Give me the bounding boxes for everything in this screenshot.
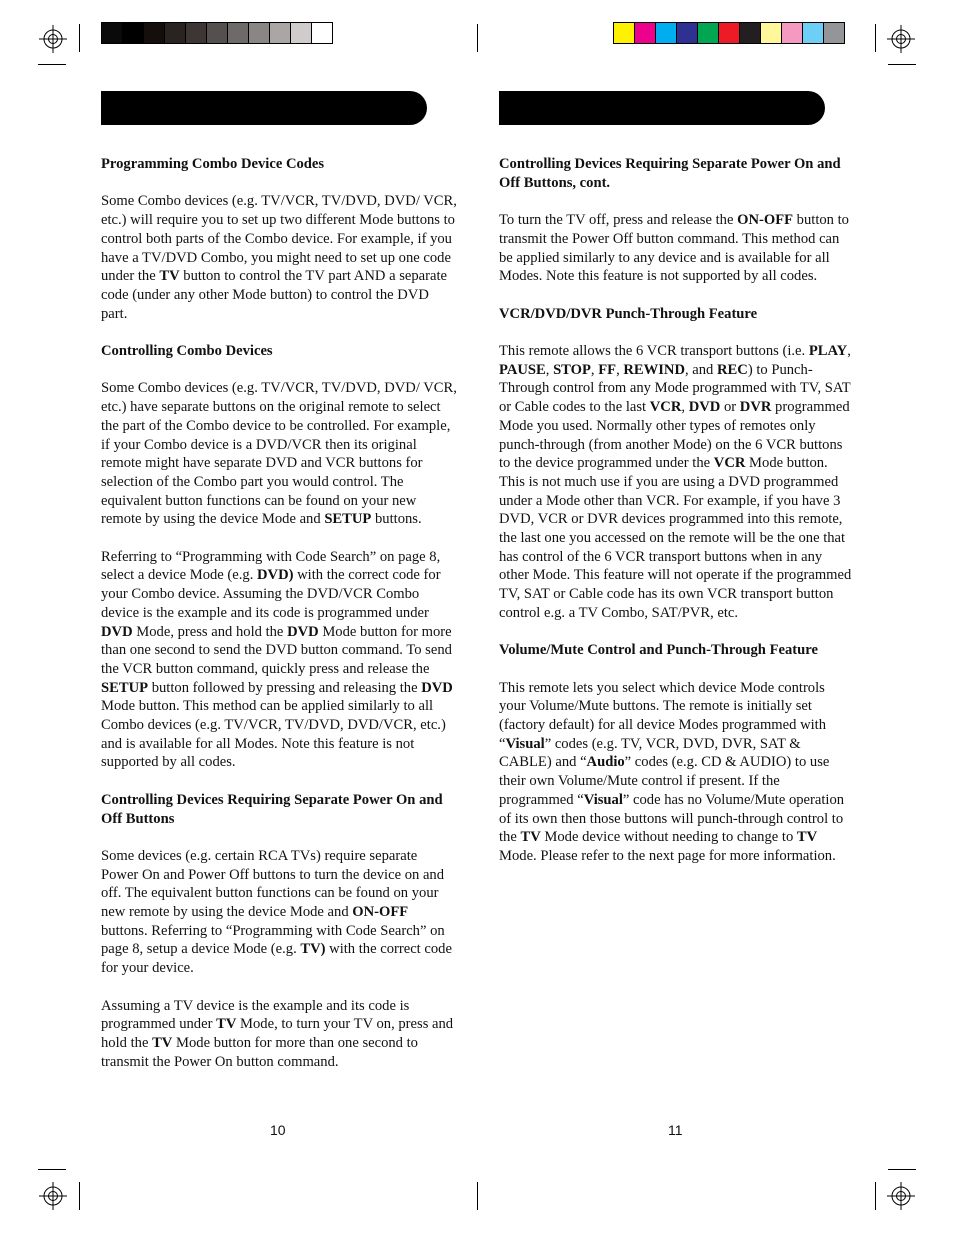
color-swatch xyxy=(270,22,291,44)
crop-mark xyxy=(888,1169,916,1170)
bold-term: TV) xyxy=(300,941,326,958)
crop-mark xyxy=(875,1182,876,1210)
color-swatch xyxy=(207,22,228,44)
color-swatch xyxy=(761,22,782,44)
paragraph: This remote lets you select which device Mode controls your Volume/Mute buttons. The remote is initially set (factory default) for all device Modes programmed with “Visual” codes (e.g. TV, VCR, DVD, DVR, SAT & CABLE) and “Audio” codes (e.g. CD & AUDIO) to use their own Volume/Mute control if present. If the programmed “Visual” code has no Volume/Mute operation of its own then those buttons will punch-through control to the TV Mode device without needing to change to TV Mode. Please refer to the next page for more information. xyxy=(499,679,845,864)
crop-mark xyxy=(79,1182,80,1210)
bold-term: FF xyxy=(598,361,617,378)
bold-term: TV xyxy=(152,1034,173,1051)
header-banner-right xyxy=(499,91,825,125)
bold-term: REC xyxy=(717,361,748,378)
color-swatch xyxy=(123,22,144,44)
bold-term: DVD) xyxy=(257,567,294,584)
bold-term: DVD xyxy=(688,399,721,416)
section-heading: Controlling Combo Devices xyxy=(101,343,273,359)
color-swatch xyxy=(656,22,677,44)
section-heading: Controlling Devices Requiring Separate Power On and Off Buttons xyxy=(101,791,443,827)
color-swatch xyxy=(249,22,270,44)
section-heading: Volume/Mute Control and Punch-Through Feature xyxy=(499,642,818,659)
section-heading: VCR/DVD/DVR Punch-Through Feature xyxy=(499,305,758,322)
header-banner-left xyxy=(101,91,427,125)
color-swatch xyxy=(101,22,123,44)
registration-mark-icon xyxy=(39,1182,67,1210)
crop-mark xyxy=(38,1169,66,1170)
bold-term: TV xyxy=(216,1016,237,1033)
bold-term: DVD xyxy=(421,679,453,696)
crop-mark xyxy=(477,1182,478,1210)
bold-term: Visual xyxy=(505,735,545,752)
bold-term: REWIND xyxy=(623,361,685,378)
section-heading: Controlling Devices Requiring Separate Power On and Off Buttons, cont. xyxy=(499,156,841,191)
paragraph: To turn the TV off, press and release the ON-OFF button to transmit the Power Off button command. This method can be applied similarly to any device and is available for all Modes. Note this feature is not supported by all codes. xyxy=(499,212,849,285)
color-swatch xyxy=(613,22,635,44)
section-heading: Programming Combo Device Codes xyxy=(101,156,325,172)
color-calibration-bar xyxy=(613,22,845,44)
color-swatch xyxy=(291,22,312,44)
bold-term: PAUSE xyxy=(499,361,546,378)
bold-term: TV xyxy=(520,829,541,846)
color-swatch xyxy=(782,22,803,44)
paragraph: Assuming a TV device is the example and its code is programmed under TV Mode, to turn your TV on, press and hold the TV Mode button for more than one second to transmit the Power On button command. xyxy=(101,997,454,1070)
crop-mark xyxy=(875,24,876,52)
crop-mark xyxy=(888,64,916,65)
color-swatch xyxy=(186,22,207,44)
page-number: 11 xyxy=(668,1122,683,1138)
bold-term: ON-OFF xyxy=(737,212,794,229)
bold-term: SETUP xyxy=(324,511,372,528)
registration-mark-icon xyxy=(887,25,915,53)
bold-term: TV xyxy=(796,829,818,846)
grayscale-calibration-bar xyxy=(101,22,333,44)
color-swatch xyxy=(824,22,845,44)
crop-mark xyxy=(38,64,66,65)
color-swatch xyxy=(740,22,761,44)
color-swatch xyxy=(719,22,740,44)
bold-term: DVD xyxy=(101,623,133,640)
bold-term: Audio xyxy=(586,754,625,771)
paragraph: Some Combo devices (e.g. TV/VCR, TV/DVD, DVD/ VCR, etc.) will require you to set up two different Mode buttons to control both parts of the Combo device. For example, if you have a TV/DVD Combo, you might need to set up one code under the TV button to control the TV part AND a separate code (under any other Mode button) to control the DVD part. xyxy=(101,193,457,322)
color-swatch xyxy=(698,22,719,44)
registration-mark-icon xyxy=(39,25,67,53)
bold-term: VCR xyxy=(649,399,682,416)
color-swatch xyxy=(228,22,249,44)
bold-term: ON-OFF xyxy=(352,904,409,921)
bold-term: DVR xyxy=(739,399,772,416)
bold-term: DVD xyxy=(287,623,319,640)
bold-term: TV xyxy=(159,268,180,285)
bold-term: VCR xyxy=(713,455,746,472)
color-swatch xyxy=(803,22,824,44)
page-number: 10 xyxy=(270,1122,286,1138)
left-column xyxy=(101,155,457,1090)
right-column xyxy=(499,155,855,884)
color-swatch xyxy=(635,22,656,44)
bold-term: SETUP xyxy=(101,679,149,696)
registration-mark-icon xyxy=(887,1182,915,1210)
paragraph: Some Combo devices (e.g. TV/VCR, TV/DVD, DVD/ VCR, etc.) have separate buttons on the original remote to select the part of the Combo device to be controlled. For example, if your Combo device is a DVD/VCR then its original remote might have separate DVD and VCR buttons for selection of the Combo part you would control. The equivalent button functions can be found on your new remote by using the device Mode and SETUP buttons. xyxy=(101,380,457,528)
bold-term: STOP xyxy=(553,361,591,378)
paragraph: Referring to “Programming with Code Search” on page 8, select a device Mode (e.g. DVD) with the correct code for your Combo device. Assuming the DVD/VCR Combo device is the example and its code is programmed under DVD Mode, press and hold the DVD Mode button for more than one second to send the DVD button command. To send the VCR button command, quickly press and release the SETUP button followed by pressing and releasing the DVD Mode button. This method can be applied similarly to all Combo devices (e.g. TV/VCR, TV/DVD, DVD/VCR, etc.) and is available for all Modes. Note this feature is not supported by all codes. xyxy=(101,548,453,771)
color-swatch xyxy=(165,22,186,44)
color-swatch xyxy=(144,22,165,44)
bold-term: PLAY xyxy=(808,342,848,359)
color-swatch xyxy=(677,22,698,44)
bold-term: Visual xyxy=(583,791,623,808)
crop-mark xyxy=(477,24,478,52)
color-swatch xyxy=(312,22,333,44)
crop-mark xyxy=(79,24,80,52)
paragraph: This remote allows the 6 VCR transport buttons (i.e. PLAY, PAUSE, STOP, FF, REWIND, and REC) to Punch-Through control from any Mode programmed with TV, SAT or Cable codes to the last VCR, DVD or DVR programmed Mode you used. Normally other types of remotes only punch-through (from another Mode) on the 6 VCR buttons to the device programmed under the VCR Mode button. This is not much use if you are using a DVD programmed under a Mode other than VCR. For example, if you have 3 DVD, VCR or DVR devices programmed into this remote, the last one you accessed on the remote will be the one that has control of the 6 VCR transport buttons when in any other Mode. This feature will not operate if the programmed TV, SAT or Cable code has its own VCR transport button control e.g. a TV Combo, SAT/PVR, etc. xyxy=(499,342,852,621)
paragraph: Some devices (e.g. certain RCA TVs) require separate Power On and Power Off buttons to turn the device on and off. The equivalent button functions can be found on your new remote by using the device Mode and ON-OFF buttons. Referring to “Programming with Code Search” on page 8, setup a device Mode (e.g. TV) with the correct code for your device. xyxy=(101,847,452,977)
